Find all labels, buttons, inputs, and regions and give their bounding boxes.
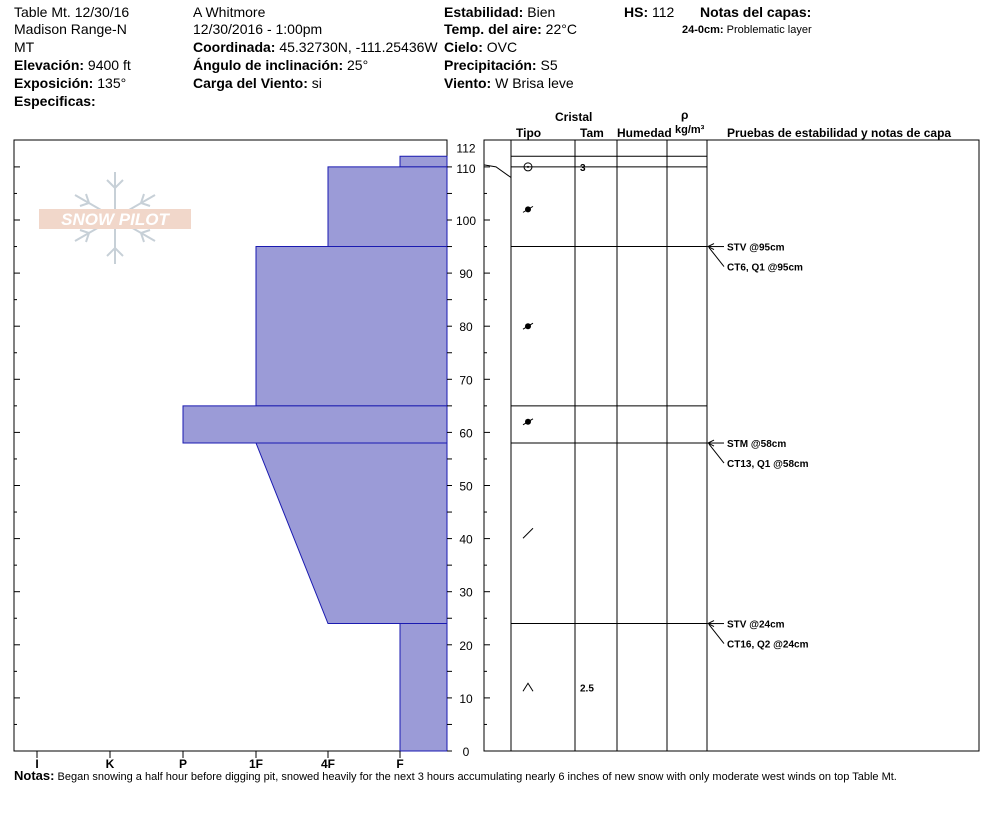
wind-load-label: Carga del Viento: bbox=[193, 75, 308, 91]
type-header: Tipo bbox=[516, 126, 542, 140]
depth-tick-label: 90 bbox=[459, 267, 473, 282]
hardness-tick-label: K bbox=[105, 757, 115, 771]
table-columns bbox=[511, 140, 707, 751]
test-arrow-diag bbox=[709, 444, 724, 463]
depth-tick-label: 60 bbox=[459, 426, 473, 441]
exposure-label: Exposición: bbox=[14, 75, 94, 91]
depth-tick-label: 110 bbox=[456, 161, 476, 176]
coordinate-value: 45.32730N, -111.25436W bbox=[279, 39, 438, 55]
notes-block bbox=[14, 767, 984, 786]
graupel-icon bbox=[523, 206, 533, 212]
hardness-layer-1 bbox=[328, 167, 447, 247]
sky-label: Cielo: bbox=[444, 39, 483, 55]
wind-value: W Brisa leve bbox=[495, 75, 574, 91]
location-line-1: Table Mt. 12/30/16 bbox=[14, 4, 130, 20]
depth-tick-label: 80 bbox=[459, 320, 473, 335]
depth-tick-label: 112 bbox=[456, 141, 476, 156]
hs-label: HS: bbox=[624, 4, 649, 20]
depth-tick-label: 10 bbox=[459, 691, 473, 706]
notes-label: Notas: bbox=[14, 768, 55, 783]
layer-boundaries bbox=[484, 156, 707, 623]
hardness-layer-4 bbox=[256, 443, 447, 624]
snowpilot-logo bbox=[39, 172, 191, 264]
wind-label: Viento: bbox=[444, 75, 492, 91]
depth-tick-label: 50 bbox=[459, 479, 473, 494]
hardness-tick-label: 1F bbox=[248, 757, 264, 771]
hardness-layer-3 bbox=[183, 406, 447, 443]
location-line-2: Madison Range-N bbox=[14, 21, 127, 37]
hs-value: 112 bbox=[652, 4, 675, 20]
hardness-tick-label: I bbox=[35, 757, 39, 771]
hardness-profile bbox=[183, 156, 447, 751]
precip-value: S5 bbox=[540, 57, 558, 73]
stability-tests bbox=[708, 243, 809, 651]
test-label-primary: STM @58cm bbox=[727, 439, 787, 451]
crystal-header: Cristal bbox=[555, 110, 593, 124]
test-label-secondary: CT6, Q1 @95cm bbox=[727, 262, 803, 274]
wind-load-value: si bbox=[311, 75, 322, 91]
test-arrow-diag bbox=[709, 625, 724, 644]
density-unit-header: kg/m³ bbox=[675, 124, 705, 136]
elevation-label: Elevación: bbox=[14, 57, 85, 73]
location-line-3: MT bbox=[14, 39, 35, 55]
crystal-slash-icon bbox=[523, 528, 533, 538]
crystal-size: 3 bbox=[580, 162, 586, 174]
layer-notes-label: Notas del capas: bbox=[700, 4, 812, 20]
hardness-layer-0 bbox=[400, 156, 447, 167]
coordinate-label: Coordinada: bbox=[193, 39, 276, 55]
test-label-secondary: CT13, Q1 @58cm bbox=[727, 459, 809, 471]
crystal-size: 2.5 bbox=[580, 683, 594, 695]
rho-header: ρ bbox=[681, 108, 689, 122]
depth-tick-label: 20 bbox=[459, 638, 473, 653]
slope-label: Ángulo de inclinación: bbox=[193, 57, 344, 73]
humidity-header: Humedad bbox=[617, 126, 672, 140]
hardness-layer-2 bbox=[256, 247, 447, 406]
precip-label: Precipitación: bbox=[444, 57, 537, 73]
observer: A Whitmore bbox=[193, 4, 266, 20]
elevation-value: 9400 ft bbox=[87, 57, 131, 73]
depth-tick-label: 100 bbox=[455, 214, 477, 228]
layer-note-range: 24-0cm: bbox=[682, 24, 724, 36]
depth-tick-label: 40 bbox=[459, 532, 473, 547]
test-label-primary: STV @24cm bbox=[727, 619, 785, 631]
depth-tick-label: 30 bbox=[459, 585, 473, 600]
graupel-icon bbox=[523, 323, 533, 329]
graupel-icon bbox=[523, 419, 533, 425]
layer-note-text: Problematic layer bbox=[726, 24, 812, 36]
stability-value: Bien bbox=[527, 4, 556, 20]
logo-text: SNOW PILOT bbox=[61, 210, 169, 229]
sky-value: OVC bbox=[486, 39, 518, 55]
slope-value: 25° bbox=[347, 57, 369, 73]
hardness-tick-label: F bbox=[396, 757, 404, 771]
depth-hoar-icon bbox=[523, 683, 533, 691]
exposure-value: 135° bbox=[97, 75, 127, 91]
datetime: 12/30/2016 - 1:00pm bbox=[193, 21, 323, 37]
tests-header: Pruebas de estabilidad y notas de capa bbox=[727, 126, 952, 140]
test-arrow-diag bbox=[709, 248, 724, 267]
size-header: Tam bbox=[580, 126, 604, 140]
air-temp-label: Temp. del aire: bbox=[444, 21, 542, 37]
stability-label: Estabilidad: bbox=[444, 4, 524, 20]
hardness-layer-5 bbox=[400, 624, 447, 751]
air-temp-value: 22°C bbox=[545, 21, 577, 37]
depth-tick-label: 0 bbox=[462, 745, 470, 759]
test-label-primary: STV @95cm bbox=[727, 242, 785, 254]
test-label-secondary: CT16, Q2 @24cm bbox=[727, 639, 809, 651]
hardness-tick-label: 4F bbox=[320, 757, 336, 771]
depth-tick-label: 70 bbox=[459, 373, 473, 388]
notes-text: Began snowing a half hour before digging pit, snowed heavily for the next 3 hours accumulating nearly 6 inches of new snow with only moderate west winds on top Table Mt. bbox=[57, 771, 897, 783]
specifics-label: Especificas: bbox=[14, 93, 96, 109]
crystal-column bbox=[523, 163, 594, 694]
hardness-tick-label: P bbox=[178, 757, 188, 771]
